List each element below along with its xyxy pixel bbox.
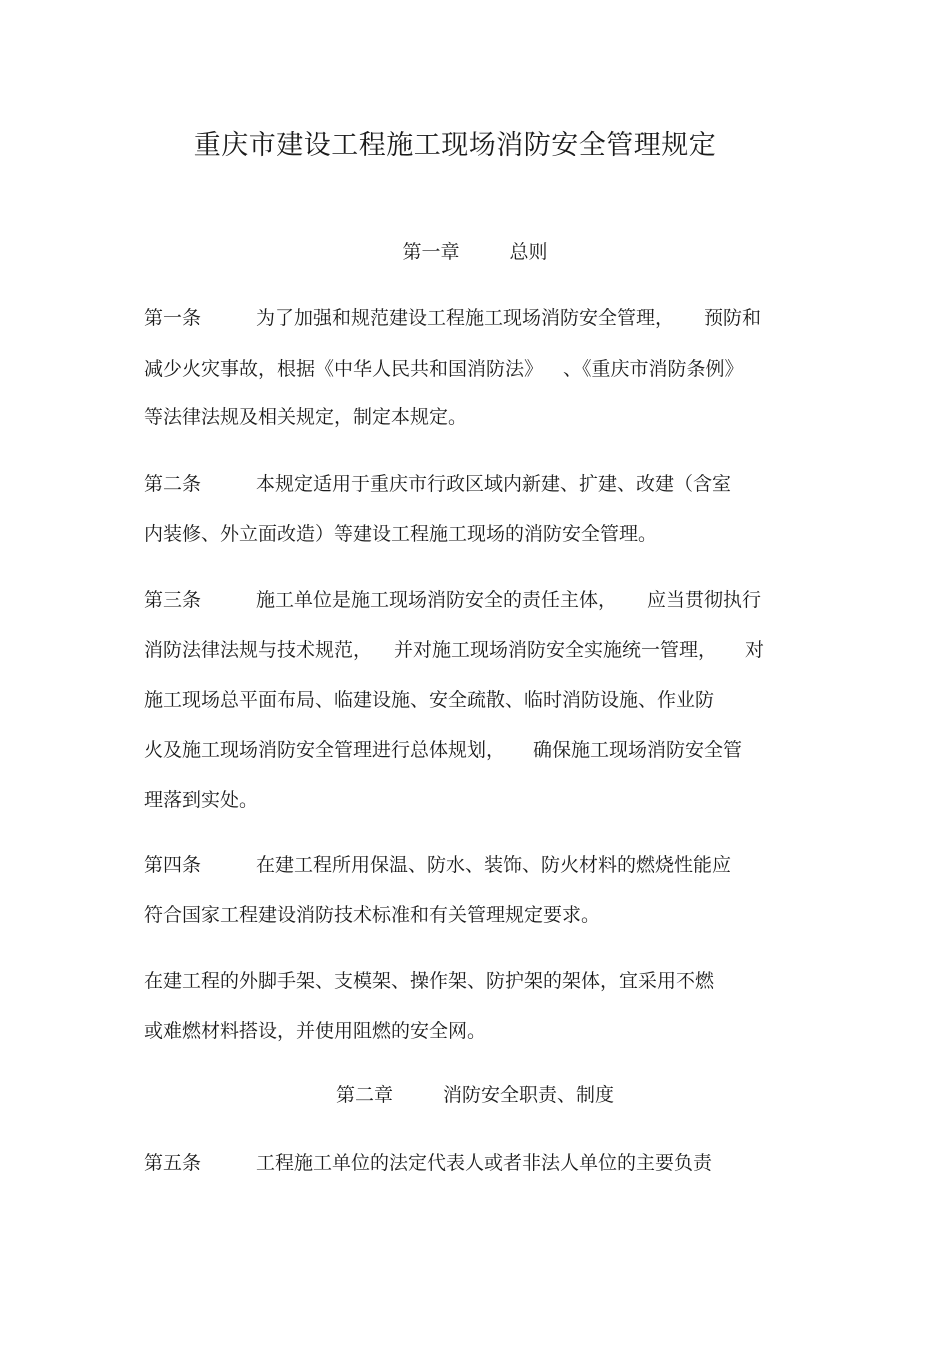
- article-text: 或难燃材料搭设，并使用阻燃的安全网。: [144, 1020, 487, 1042]
- article-text: 火及施工现场消防安全管理进行总体规划，: [144, 739, 506, 761]
- article-text: 为了加强和规范建设工程施工现场消防安全管理，: [256, 307, 675, 329]
- article-1-line-1: [144, 304, 761, 332]
- article-text: 在建工程所用保温、防水、装饰、防火材料的燃烧性能应: [256, 854, 732, 876]
- chapter-number: 第二章: [335, 1084, 393, 1106]
- article-label: 第五条: [144, 1152, 202, 1174]
- article-text: 对: [745, 639, 765, 661]
- article-label: 第一条: [144, 307, 202, 329]
- article-4-line-2: [144, 901, 600, 929]
- article-3-line-5: [144, 786, 258, 814]
- article-text: 工程施工单位的法定代表人或者非法人单位的主要负责: [256, 1152, 713, 1174]
- article-3-line-1: [144, 586, 761, 614]
- chapter-heading-1: [0, 238, 950, 266]
- article-text: 并对施工现场消防安全实施统一管理，: [394, 639, 718, 661]
- article-2-line-2: [144, 520, 657, 548]
- article-3-line-3: [144, 686, 714, 714]
- article-text: 消防法律法规与技术规范，: [144, 639, 373, 661]
- article-4-line-1: [144, 851, 731, 879]
- document-title: 重庆市建设工程施工现场消防安全管理规定: [193, 130, 717, 161]
- article-5-line-1: [144, 1149, 712, 1177]
- chapter-name: 消防安全职责、制度: [443, 1084, 615, 1106]
- article-text: 施工单位是施工现场消防安全的责任主体，: [256, 589, 618, 611]
- article-1-line-2: [144, 355, 744, 383]
- article-label: 第二条: [144, 473, 202, 495]
- chapter-heading-2: [0, 1081, 950, 1109]
- article-text: 内装修、外立面改造）等建设工程施工现场的消防安全管理。: [144, 523, 658, 545]
- article-text: 符合国家工程建设消防技术标准和有关管理规定要求。: [144, 904, 601, 926]
- article-text: 施工现场总平面布局、临建设施、安全疏散、临时消防设施、作业防: [144, 689, 715, 711]
- chapter-name: 总则: [509, 241, 548, 263]
- article-text: 、《重庆市消防条例》: [563, 358, 744, 380]
- article-label: 第三条: [144, 589, 202, 611]
- article-label: 第四条: [144, 854, 202, 876]
- article-text: 理落到实处。: [144, 789, 259, 811]
- article-text: 减少火灾事故，根据《中华人民共和国消防法》: [144, 358, 544, 380]
- article-text: 应当贯彻执行: [647, 589, 762, 611]
- article-text: 确保施工现场消防安全管: [533, 739, 743, 761]
- article-text: 在建工程的外脚手架、支模架、操作架、防护架的架体，宜采用不燃: [144, 970, 715, 992]
- article-4-para-2-line-2: [144, 1017, 486, 1045]
- article-4-para-2-line-1: [144, 967, 714, 995]
- article-2-line-1: [144, 470, 731, 498]
- article-text: 预防和: [704, 307, 762, 329]
- article-text: 本规定适用于重庆市行政区域内新建、扩建、改建（含室: [256, 473, 732, 495]
- article-3-line-4: [144, 736, 742, 764]
- article-text: 等法律法规及相关规定，制定本规定。: [144, 406, 468, 428]
- article-3-line-2: [144, 636, 764, 664]
- chapter-number: 第一章: [402, 241, 460, 263]
- article-1-line-3: [144, 403, 467, 431]
